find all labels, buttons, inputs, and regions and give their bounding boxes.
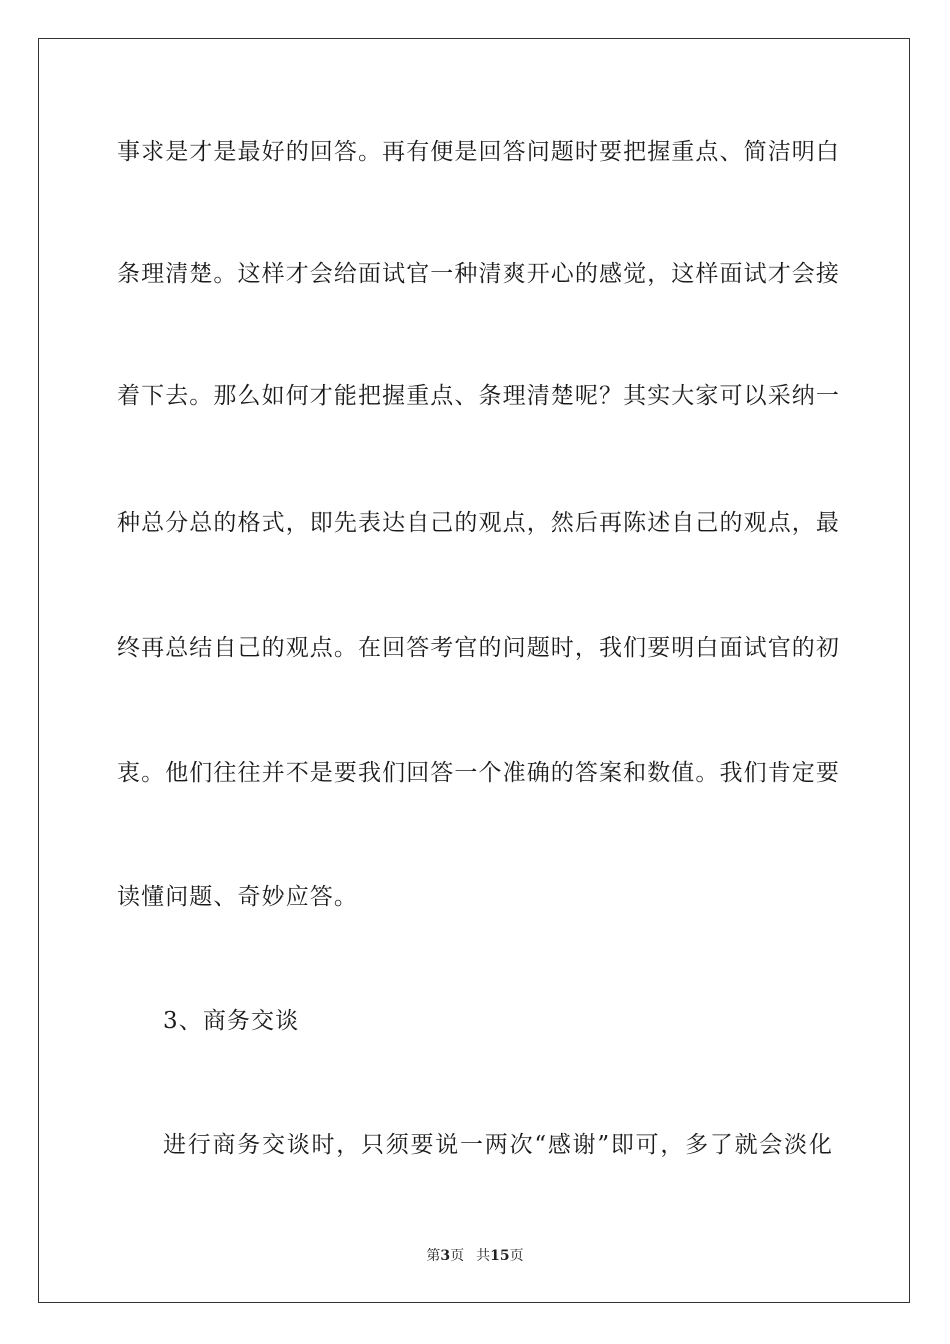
page-label-prefix: 第: [426, 1248, 441, 1264]
current-page-number: 3: [440, 1248, 451, 1264]
body-text-line-5: 终再总结自己的观点。在回答考官的问题时，我们要明白面试官的初: [117, 635, 840, 661]
body-text-line-3: 着下去。那么如何才能把握重点、条理清楚呢？其实大家可以采纳一: [117, 383, 840, 409]
page-border: [38, 38, 910, 1303]
body-text-line-4: 种总分总的格式，即先表达自己的观点，然后再陈述自己的观点，最: [117, 510, 840, 536]
body-text-line-8: 进行商务交谈时，只须要说一两次“感谢”即可，多了就会淡化: [163, 1132, 833, 1158]
body-text-line-6: 衷。他们往往并不是要我们回答一个准确的答案和数值。我们肯定要: [117, 760, 840, 786]
body-text-line-2: 条理清楚。这样才会给面试官一种清爽开心的感觉，这样面试才会接: [117, 261, 840, 287]
total-label-suffix: 页: [509, 1248, 524, 1264]
total-page-number: 15: [490, 1248, 510, 1264]
section-heading: 3、商务交谈: [163, 1008, 300, 1034]
total-label-prefix: 共: [476, 1248, 491, 1264]
page-footer: [0, 1247, 950, 1265]
page-label-suffix: 页: [450, 1248, 465, 1264]
body-text-line-7: 读懂问题、奇妙应答。: [117, 884, 358, 910]
body-text-line-1: 事求是才是最好的回答。再有便是回答问题时要把握重点、简洁明白: [117, 139, 840, 165]
